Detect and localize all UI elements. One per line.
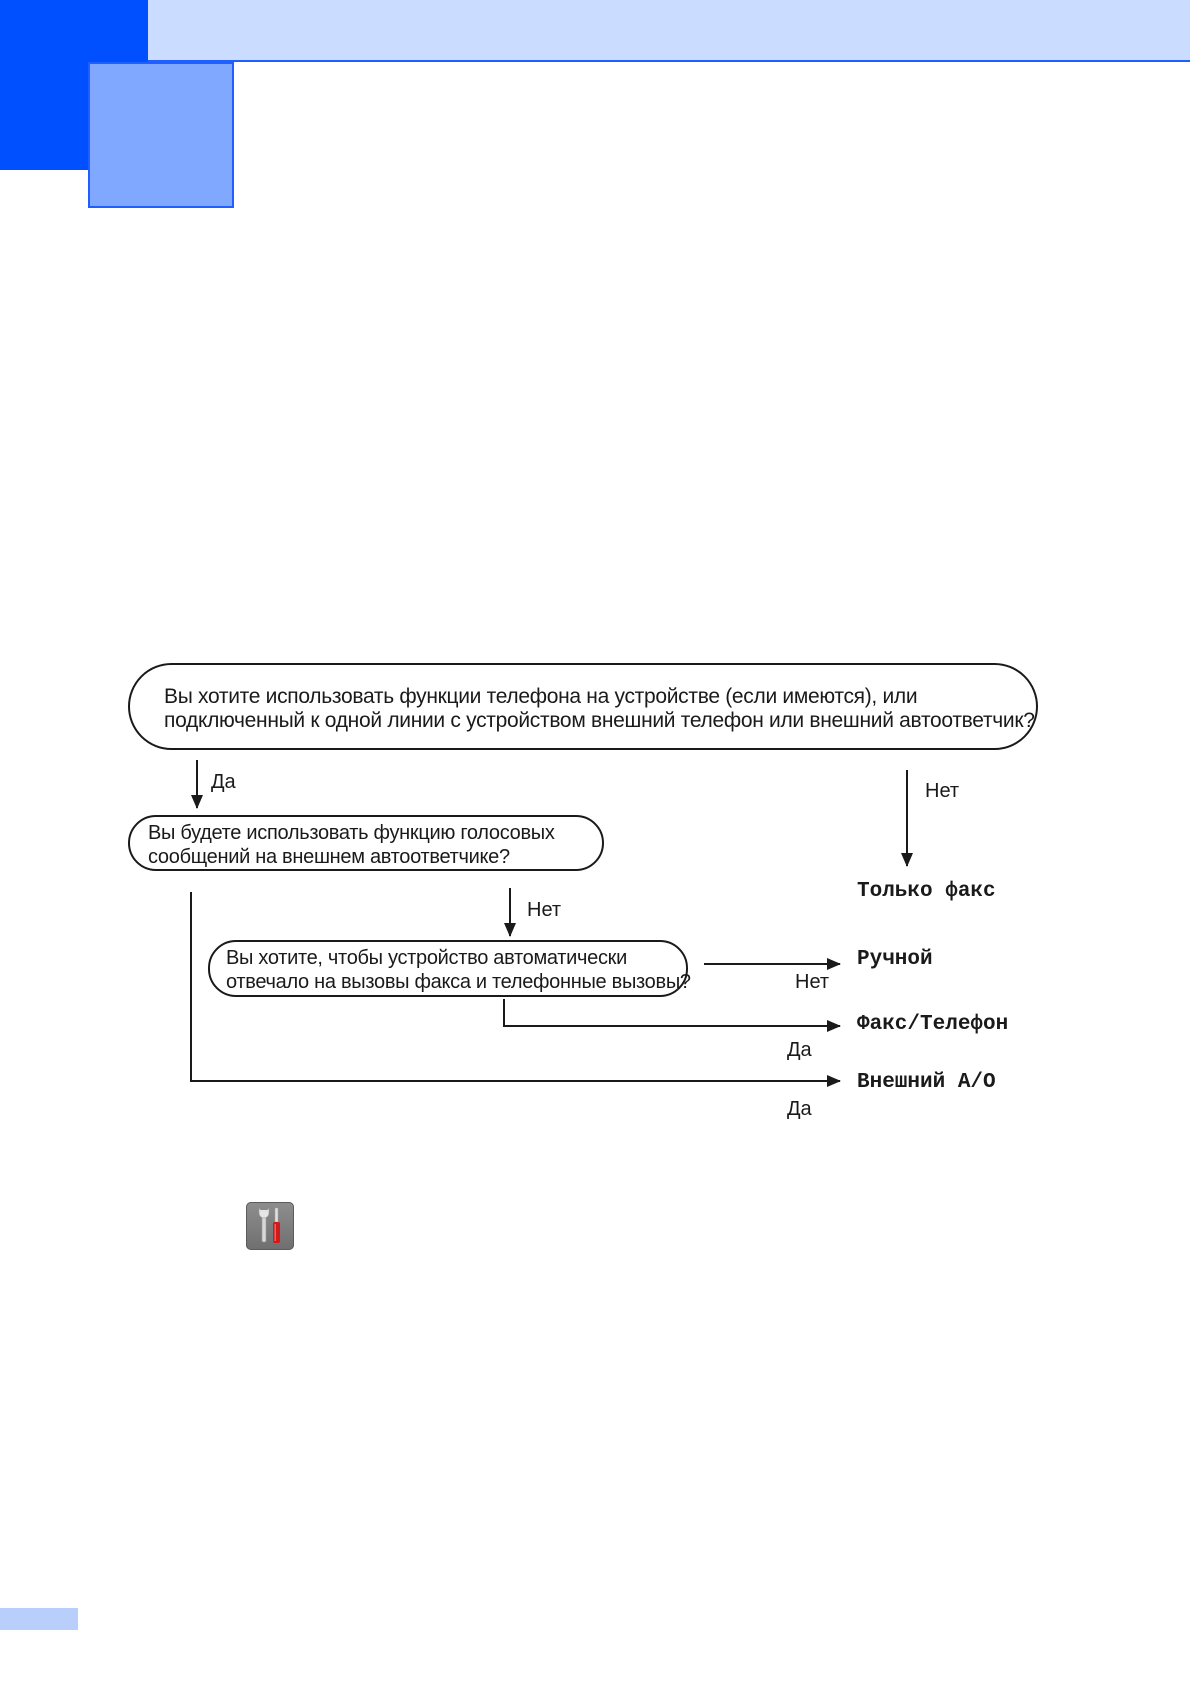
label-q2-no: Нет — [527, 899, 562, 921]
question-1-line-1: Вы хотите использовать функции телефона на устройстве (если имеются), или — [164, 685, 918, 708]
question-voicemail-node — [128, 815, 604, 871]
result-fax-only: Только факс — [857, 880, 996, 903]
result-manual: Ручной — [857, 948, 933, 971]
chapter-number-tab — [88, 62, 234, 208]
label-q1-yes: Да — [211, 771, 236, 793]
label-q2-yes: Да — [787, 1098, 812, 1120]
chapter-header-band — [148, 0, 1190, 62]
question-auto-answer-node — [208, 940, 691, 997]
result-external-tad: Внешний A/O — [857, 1071, 996, 1094]
question-2-line-1: Вы будете использовать функцию голосовых — [148, 822, 555, 844]
question-phone-features-node — [128, 663, 1038, 750]
question-3-line-1: Вы хотите, чтобы устройство автоматически — [226, 947, 627, 969]
question-1-line-2: подключенный к одной линии с устройством внешний телефон или внешний автоответчик? — [164, 709, 1035, 732]
arrow-q3-yes — [504, 999, 840, 1026]
settings-tools-icon — [246, 1202, 294, 1250]
question-2-line-2: сообщений на внешнем автоответчике? — [148, 846, 510, 868]
label-q1-no: Нет — [925, 780, 960, 802]
question-3-line-2: отвечало на вызовы факса и телефонные вызовы? — [226, 971, 691, 993]
label-q3-no: Нет — [795, 971, 830, 993]
footer-page-tab — [0, 1608, 78, 1630]
result-fax-tel: Факс/Телефон — [857, 1013, 1009, 1036]
label-q3-yes: Да — [787, 1039, 812, 1061]
